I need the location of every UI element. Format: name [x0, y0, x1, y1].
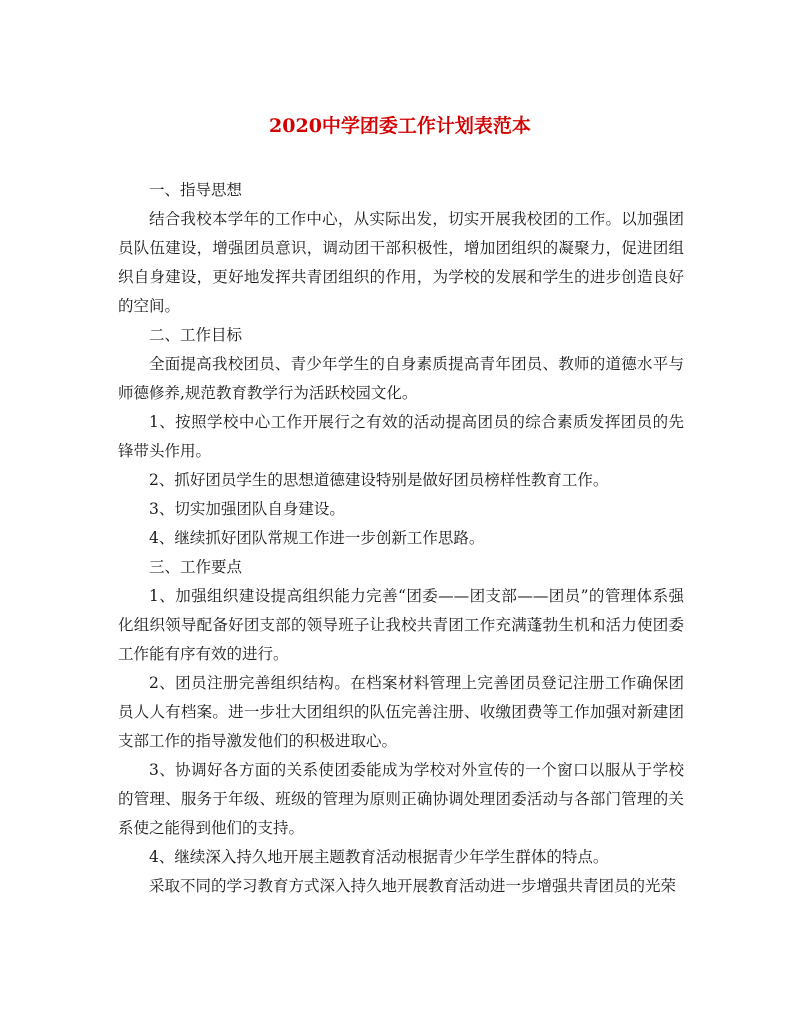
paragraph: 结合我校本学年的工作中心，从实际出发，切实开展我校团的工作。以加强团员队伍建设，增强团员意识，调动团干部积极性，增加团组织的凝聚力，促进团组织自身建设，更好地发挥共青团组织的作用，为学校的发展和学生的进步创造良好的空间。 — [118, 210, 684, 315]
list-item: 1、加强组织建设提高组织能力完善“团委——团支部——团员”的管理体系强化组织领导配备好团支部的领导班子让我校共青团工作充满蓬勃生机和活力使团委工作能有序有效的进行。 — [118, 587, 684, 663]
list-item: 4、继续深入持久地开展主题教育活动根据青少年学生群体的特点。 — [149, 848, 609, 866]
section-heading-guiding-ideology: 一、指导思想 — [149, 181, 243, 199]
document-body — [118, 176, 684, 901]
list-item: 3、切实加强团队自身建设。 — [149, 500, 345, 518]
list-item: 1、按照学校中心工作开展行之有效的活动提高团员的综合素质发挥团员的先锋带头作用。 — [118, 413, 684, 460]
list-item: 2、团员注册完善组织结构。在档案材料管理上完善团员登记注册工作确保团员人人有档案。进一步壮大团组织的队伍完善注册、收缴团费等工作加强对新建团支部工作的指导激发他们的积极进取心。 — [118, 674, 684, 750]
list-item: 2、抓好团员学生的思想道德建设特别是做好团员榜样性教育工作。 — [149, 471, 609, 489]
list-item: 3、协调好各方面的关系使团委能成为学校对外宣传的一个窗口以服从于学校的管理、服务于年级、班级的管理为原则正确协调处理团委活动与各部门管理的关系使之能得到他们的支持。 — [118, 761, 684, 837]
section-heading-work-points: 三、工作要点 — [149, 558, 243, 576]
section-heading-work-goals: 二、工作目标 — [149, 326, 243, 344]
list-item: 4、继续抓好团队常规工作进一步创新工作思路。 — [149, 529, 485, 547]
paragraph: 全面提高我校团员、青少年学生的自身素质提高青年团员、教师的道德水平与师德修养,规范教育教学行为活跃校园文化。 — [118, 355, 684, 402]
document-title: 2020中学团委工作计划表范本 — [269, 115, 531, 137]
paragraph: 采取不同的学习教育方式深入持久地开展教育活动进一步增强共青团员的光荣 — [149, 877, 677, 895]
